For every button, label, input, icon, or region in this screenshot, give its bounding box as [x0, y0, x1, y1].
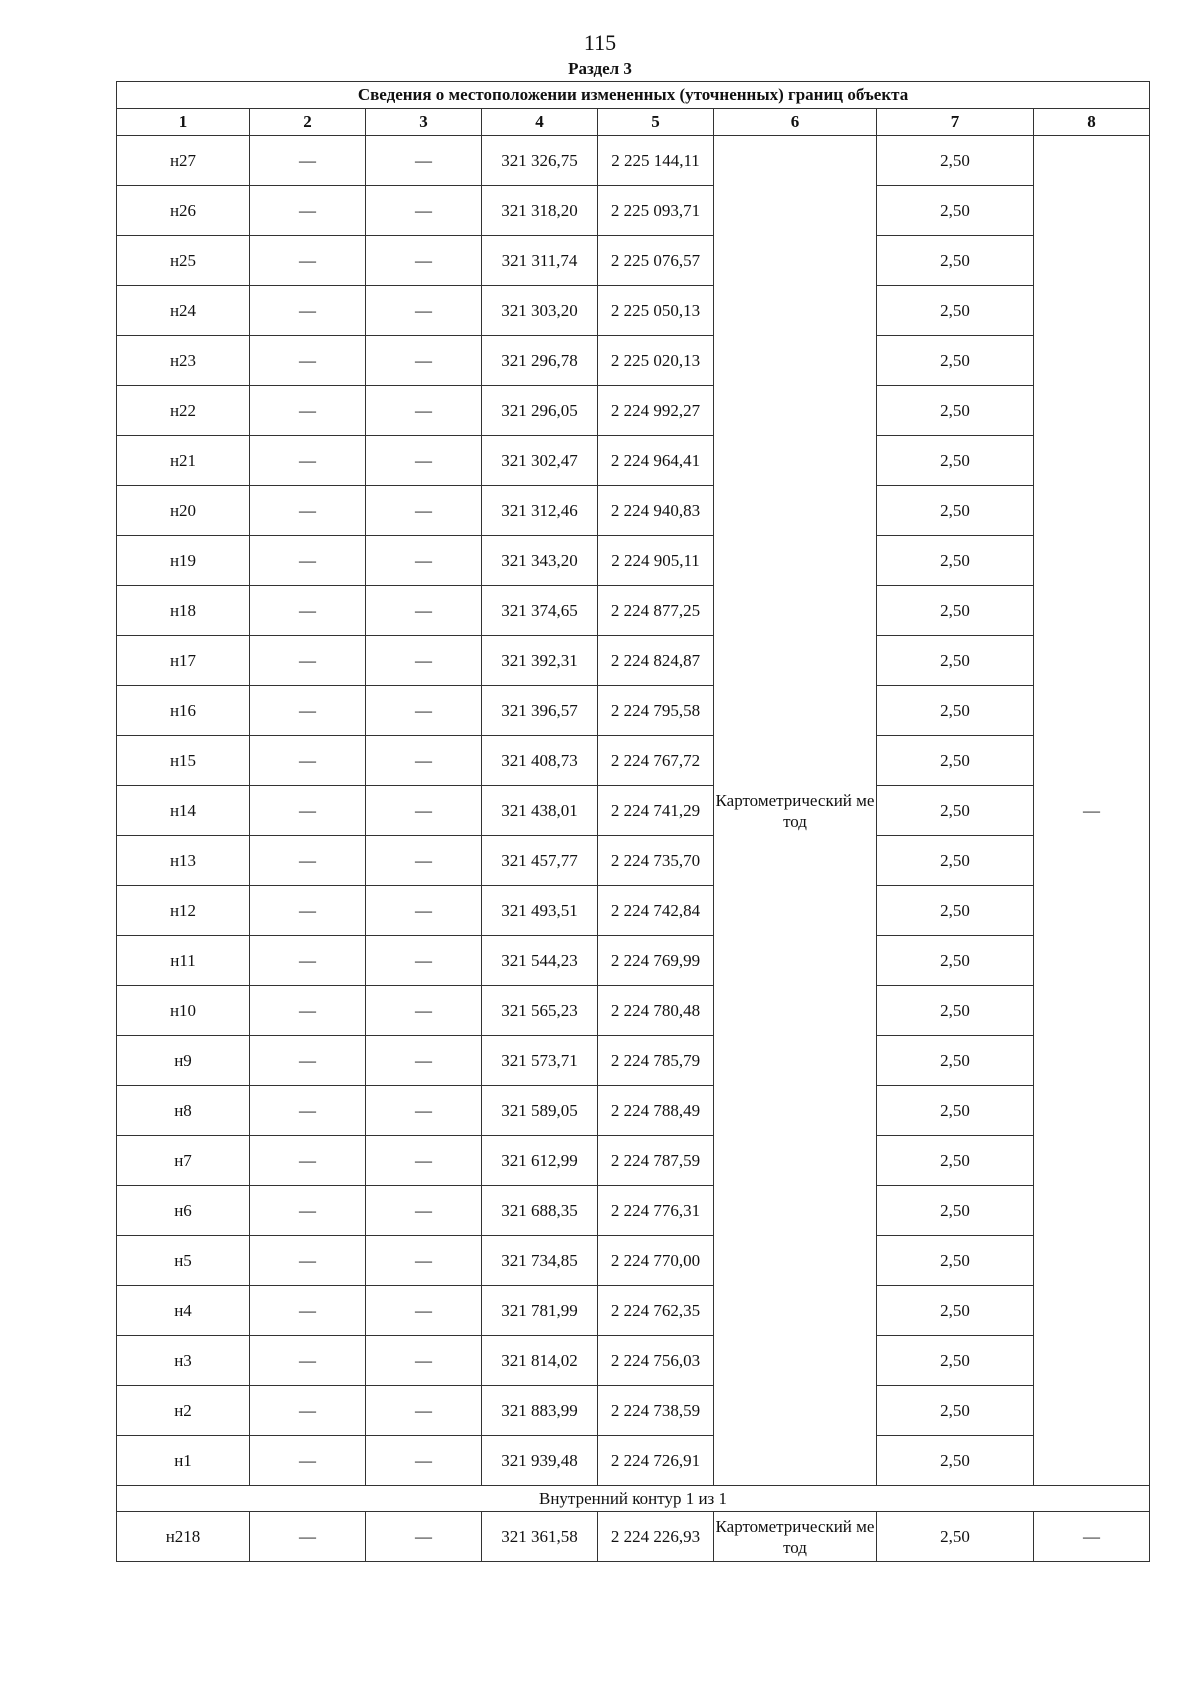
coordinate-y: 2 225 076,57	[598, 236, 714, 286]
column-number: 5	[598, 109, 714, 136]
coordinate-y: 2 224 964,41	[598, 436, 714, 486]
cell-col3: —	[366, 336, 482, 386]
coordinate-x: 321 438,01	[482, 786, 598, 836]
coordinate-y: 2 224 787,59	[598, 1136, 714, 1186]
coordinate-y: 2 225 093,71	[598, 186, 714, 236]
cell-col3: —	[366, 436, 482, 486]
coordinate-x: 321 296,05	[482, 386, 598, 436]
point-name: н27	[117, 136, 250, 186]
point-name: н16	[117, 686, 250, 736]
coordinate-x: 321 396,57	[482, 686, 598, 736]
cell-col2: —	[250, 1086, 366, 1136]
precision-cell: 2,50	[877, 336, 1034, 386]
coordinate-x: 321 343,20	[482, 536, 598, 586]
point-name: н11	[117, 936, 250, 986]
coordinate-y: 2 225 020,13	[598, 336, 714, 386]
precision-cell: 2,50	[877, 1186, 1034, 1236]
coordinate-y: 2 224 738,59	[598, 1386, 714, 1436]
coordinate-y: 2 225 050,13	[598, 286, 714, 336]
table-row	[117, 1236, 1150, 1286]
point-name: н13	[117, 836, 250, 886]
method-cell: Картометрический метод	[714, 1512, 877, 1562]
precision-cell: 2,50	[877, 1036, 1034, 1086]
point-name: н26	[117, 186, 250, 236]
precision-cell: 2,50	[877, 436, 1034, 486]
table-row	[117, 1186, 1150, 1236]
coordinate-y: 2 224 769,99	[598, 936, 714, 986]
column-number: 3	[366, 109, 482, 136]
cell-col3: —	[366, 1186, 482, 1236]
point-name: н2	[117, 1386, 250, 1436]
cell-col2: —	[250, 586, 366, 636]
coordinate-x: 321 493,51	[482, 886, 598, 936]
precision-cell: 2,50	[877, 236, 1034, 286]
precision-cell: 2,50	[877, 836, 1034, 886]
boundary-table	[116, 81, 1150, 1562]
cell-col2: —	[250, 1436, 366, 1486]
precision-cell: 2,50	[877, 286, 1034, 336]
method-cell: Картометрический метод	[714, 136, 877, 1486]
cell-col3: —	[366, 1512, 482, 1562]
table-row	[117, 486, 1150, 536]
point-name: н8	[117, 1086, 250, 1136]
coordinate-x: 321 544,23	[482, 936, 598, 986]
point-name: н25	[117, 236, 250, 286]
coordinate-y: 2 224 788,49	[598, 1086, 714, 1136]
cell-col2: —	[250, 786, 366, 836]
table-row	[117, 736, 1150, 786]
table-row	[117, 936, 1150, 986]
point-name: н24	[117, 286, 250, 336]
coordinate-x: 321 312,46	[482, 486, 598, 536]
table-row	[117, 1386, 1150, 1436]
coordinate-x: 321 318,20	[482, 186, 598, 236]
precision-cell: 2,50	[877, 1336, 1034, 1386]
point-name: н3	[117, 1336, 250, 1386]
table-row	[117, 1512, 1150, 1562]
point-name: н21	[117, 436, 250, 486]
cell-col2: —	[250, 1036, 366, 1086]
coordinate-y: 2 224 877,25	[598, 586, 714, 636]
precision-cell: 2,50	[877, 1436, 1034, 1486]
cell-col8: —	[1034, 1512, 1150, 1562]
cell-col3: —	[366, 386, 482, 436]
precision-cell: 2,50	[877, 936, 1034, 986]
column-number: 7	[877, 109, 1034, 136]
cell-col3: —	[366, 1236, 482, 1286]
cell-col3: —	[366, 186, 482, 236]
table-row	[117, 536, 1150, 586]
table-body	[117, 136, 1150, 1486]
cell-col3: —	[366, 986, 482, 1036]
coordinate-x: 321 781,99	[482, 1286, 598, 1336]
precision-cell: 2,50	[877, 1136, 1034, 1186]
point-name: н20	[117, 486, 250, 536]
cell-col2: —	[250, 636, 366, 686]
coordinate-y: 2 224 770,00	[598, 1236, 714, 1286]
coordinate-y: 2 224 992,27	[598, 386, 714, 436]
point-name: н19	[117, 536, 250, 586]
cell-col3: —	[366, 686, 482, 736]
table-row	[117, 786, 1150, 836]
table-row	[117, 1286, 1150, 1336]
coordinate-y: 2 224 762,35	[598, 1286, 714, 1336]
column-number: 1	[117, 109, 250, 136]
table-row	[117, 886, 1150, 936]
coordinate-y: 2 224 940,83	[598, 486, 714, 536]
coordinate-y: 2 224 905,11	[598, 536, 714, 586]
point-name: н15	[117, 736, 250, 786]
column-number: 6	[714, 109, 877, 136]
coordinate-y: 2 224 780,48	[598, 986, 714, 1036]
cell-col3: —	[366, 636, 482, 686]
coordinate-x: 321 303,20	[482, 286, 598, 336]
point-name: н12	[117, 886, 250, 936]
cell-col3: —	[366, 936, 482, 986]
table-title: Сведения о местоположении измененных (уточненных) границ объекта	[117, 82, 1150, 109]
cell-col3: —	[366, 886, 482, 936]
cell-col2: —	[250, 136, 366, 186]
coordinate-x: 321 457,77	[482, 836, 598, 886]
column-number: 2	[250, 109, 366, 136]
precision-cell: 2,50	[877, 536, 1034, 586]
cell-col3: —	[366, 1336, 482, 1386]
cell-col2: —	[250, 1386, 366, 1436]
precision-cell: 2,50	[877, 1512, 1034, 1562]
precision-cell: 2,50	[877, 186, 1034, 236]
cell-col3: —	[366, 736, 482, 786]
precision-cell: 2,50	[877, 586, 1034, 636]
cell-col2: —	[250, 336, 366, 386]
cell-col2: —	[250, 1336, 366, 1386]
coordinate-x: 321 361,58	[482, 1512, 598, 1562]
table-row	[117, 386, 1150, 436]
table-row	[117, 186, 1150, 236]
cell-col3: —	[366, 1136, 482, 1186]
table-row	[117, 836, 1150, 886]
coordinate-x: 321 573,71	[482, 1036, 598, 1086]
coordinate-y: 2 224 785,79	[598, 1036, 714, 1086]
inner-contour-label: Внутренний контур 1 из 1	[117, 1486, 1150, 1512]
table-row	[117, 436, 1150, 486]
coordinate-x: 321 589,05	[482, 1086, 598, 1136]
cell-col8: —	[1034, 136, 1150, 1486]
point-name: н17	[117, 636, 250, 686]
cell-col3: —	[366, 786, 482, 836]
coordinate-x: 321 326,75	[482, 136, 598, 186]
cell-col2: —	[250, 1186, 366, 1236]
cell-col3: —	[366, 1286, 482, 1336]
column-number-row	[117, 109, 1150, 136]
cell-col3: —	[366, 136, 482, 186]
cell-col3: —	[366, 286, 482, 336]
column-number: 8	[1034, 109, 1150, 136]
inner-contour-section	[117, 1486, 1150, 1562]
precision-cell: 2,50	[877, 986, 1034, 1036]
table-row	[117, 1086, 1150, 1136]
point-name: н23	[117, 336, 250, 386]
cell-col3: —	[366, 1386, 482, 1436]
coordinate-x: 321 374,65	[482, 586, 598, 636]
precision-cell: 2,50	[877, 1286, 1034, 1336]
coordinate-x: 321 311,74	[482, 236, 598, 286]
point-name: н7	[117, 1136, 250, 1186]
table-row	[117, 236, 1150, 286]
coordinate-x: 321 939,48	[482, 1436, 598, 1486]
precision-cell: 2,50	[877, 736, 1034, 786]
page-number: 115	[583, 30, 617, 55]
table-row	[117, 586, 1150, 636]
cell-col2: —	[250, 936, 366, 986]
precision-cell: 2,50	[877, 1386, 1034, 1436]
point-name: н22	[117, 386, 250, 436]
coordinate-y: 2 224 741,29	[598, 786, 714, 836]
coordinate-x: 321 302,47	[482, 436, 598, 486]
point-name: н10	[117, 986, 250, 1036]
cell-col2: —	[250, 836, 366, 886]
precision-cell: 2,50	[877, 386, 1034, 436]
coordinate-x: 321 734,85	[482, 1236, 598, 1286]
coordinate-x: 321 392,31	[482, 636, 598, 686]
cell-col3: —	[366, 836, 482, 886]
cell-col2: —	[250, 186, 366, 236]
table-row	[117, 1136, 1150, 1186]
precision-cell: 2,50	[877, 786, 1034, 836]
precision-cell: 2,50	[877, 136, 1034, 186]
cell-col3: —	[366, 486, 482, 536]
coordinate-x: 321 612,99	[482, 1136, 598, 1186]
cell-col2: —	[250, 386, 366, 436]
table-row	[117, 136, 1150, 186]
cell-col2: —	[250, 536, 366, 586]
table-row	[117, 1436, 1150, 1486]
cell-col3: —	[366, 1036, 482, 1086]
table-row	[117, 686, 1150, 736]
cell-col3: —	[366, 536, 482, 586]
cell-col2: —	[250, 286, 366, 336]
point-name: н18	[117, 586, 250, 636]
coordinate-y: 2 224 726,91	[598, 1436, 714, 1486]
coordinate-x: 321 408,73	[482, 736, 598, 786]
coordinate-y: 2 224 824,87	[598, 636, 714, 686]
coordinate-x: 321 296,78	[482, 336, 598, 386]
cell-col2: —	[250, 736, 366, 786]
point-name: н1	[117, 1436, 250, 1486]
cell-col3: —	[366, 1436, 482, 1486]
precision-cell: 2,50	[877, 636, 1034, 686]
cell-col2: —	[250, 986, 366, 1036]
cell-col2: —	[250, 486, 366, 536]
cell-col2: —	[250, 886, 366, 936]
section-title: Раздел 3	[568, 59, 632, 78]
precision-cell: 2,50	[877, 486, 1034, 536]
coordinate-y: 2 224 767,72	[598, 736, 714, 786]
cell-col3: —	[366, 1086, 482, 1136]
column-number: 4	[482, 109, 598, 136]
table-row	[117, 1336, 1150, 1386]
cell-col3: —	[366, 586, 482, 636]
coordinate-y: 2 224 226,93	[598, 1512, 714, 1562]
coordinate-x: 321 883,99	[482, 1386, 598, 1436]
coordinate-y: 2 224 735,70	[598, 836, 714, 886]
table-row	[117, 636, 1150, 686]
point-name: н5	[117, 1236, 250, 1286]
point-name: н14	[117, 786, 250, 836]
point-name: н6	[117, 1186, 250, 1236]
precision-cell: 2,50	[877, 886, 1034, 936]
coordinate-y: 2 224 795,58	[598, 686, 714, 736]
cell-col3: —	[366, 236, 482, 286]
cell-col2: —	[250, 236, 366, 286]
coordinate-y: 2 224 742,84	[598, 886, 714, 936]
table-row	[117, 286, 1150, 336]
precision-cell: 2,50	[877, 1086, 1034, 1136]
coordinate-x: 321 565,23	[482, 986, 598, 1036]
cell-col2: —	[250, 436, 366, 486]
table-row	[117, 1036, 1150, 1086]
cell-col2: —	[250, 1236, 366, 1286]
precision-cell: 2,50	[877, 1236, 1034, 1286]
coordinate-y: 2 224 756,03	[598, 1336, 714, 1386]
coordinate-y: 2 225 144,11	[598, 136, 714, 186]
coordinate-x: 321 688,35	[482, 1186, 598, 1236]
point-name: н4	[117, 1286, 250, 1336]
table-row	[117, 336, 1150, 386]
cell-col2: —	[250, 1136, 366, 1186]
table-row	[117, 986, 1150, 1036]
point-name: н9	[117, 1036, 250, 1086]
coordinate-y: 2 224 776,31	[598, 1186, 714, 1236]
point-name: н218	[117, 1512, 250, 1562]
cell-col2: —	[250, 1512, 366, 1562]
cell-col2: —	[250, 686, 366, 736]
precision-cell: 2,50	[877, 686, 1034, 736]
coordinate-x: 321 814,02	[482, 1336, 598, 1386]
cell-col2: —	[250, 1286, 366, 1336]
